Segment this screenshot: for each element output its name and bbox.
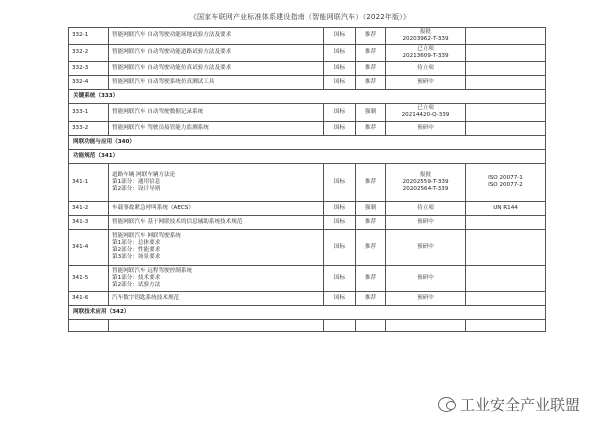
blank-cell <box>356 319 386 331</box>
standard-nature: 强制 <box>356 103 386 121</box>
standard-status: 预研中 <box>386 291 466 305</box>
standard-name: 智能网联汽车 自动驾驶功能场地试验方法及要求 <box>109 28 324 45</box>
standard-type: 国标 <box>324 44 356 61</box>
standard-nature: 推荐 <box>356 229 386 265</box>
standard-type: 国标 <box>324 75 356 89</box>
section-label: 网联技术应用（342） <box>69 305 546 319</box>
standard-nature: 推荐 <box>356 121 386 135</box>
international-standard <box>466 229 546 265</box>
section-row <box>69 305 546 319</box>
section-label: 功能规范（341） <box>69 149 546 163</box>
standard-type: 国标 <box>324 121 356 135</box>
table-row <box>69 229 546 265</box>
standard-status: 已立项 20214420-Q-339 <box>386 103 466 121</box>
standard-status: 预研中 <box>386 215 466 229</box>
standard-number: 341-5 <box>69 265 109 291</box>
international-standard <box>466 121 546 135</box>
standard-number: 341-2 <box>69 201 109 215</box>
standard-nature: 推荐 <box>356 28 386 45</box>
standard-name: 车载事故紧急呼叫系统（AECS） <box>109 201 324 215</box>
blank-cell <box>386 319 466 331</box>
table-row <box>69 44 546 61</box>
standard-status: 报批 20202559-T-339 20202564-T-339 <box>386 163 466 201</box>
standard-type: 国标 <box>324 28 356 45</box>
standard-type: 国标 <box>324 103 356 121</box>
watermark <box>438 394 580 415</box>
standard-name: 智能网联汽车 基于网联技术的信息辅助系统技术规范 <box>109 215 324 229</box>
standard-name: 智能网联汽车 网联驾驶系统 第1部分：总体要求 第2部分：性能要求 第3部分：场景要求 <box>109 229 324 265</box>
section-label: 网联功能与应用（340） <box>69 135 546 149</box>
standard-status: 报批 20203962-T-339 <box>386 28 466 45</box>
standard-status: 预研中 <box>386 75 466 89</box>
watermark-text: 工业安全产业联盟 <box>459 396 580 414</box>
standard-nature: 推荐 <box>356 61 386 75</box>
standard-type: 国标 <box>324 61 356 75</box>
standard-number: 341-4 <box>69 229 109 265</box>
international-standard <box>466 61 546 75</box>
section-row <box>69 149 546 163</box>
table-row <box>69 201 546 215</box>
standard-name: 智能网联汽车 自动驾驶功能道路试验方法及要求 <box>109 44 324 61</box>
section-row <box>69 135 546 149</box>
standard-status: 预研中 <box>386 229 466 265</box>
section-row <box>69 89 546 103</box>
standard-number: 341-3 <box>69 215 109 229</box>
standard-type: 国标 <box>324 229 356 265</box>
standard-status: 待立项 <box>386 201 466 215</box>
standard-nature: 推荐 <box>356 265 386 291</box>
standard-name: 道路车辆 网联车辆方法论 第1部分：通用信息 第2部分：设计导则 <box>109 163 324 201</box>
standard-status: 预研中 <box>386 265 466 291</box>
international-standard: ISO 20077-1 ISO 20077-2 <box>466 163 546 201</box>
international-standard: UN R144 <box>466 201 546 215</box>
table-row <box>69 215 546 229</box>
standard-number: 333-1 <box>69 103 109 121</box>
blank-cell <box>466 319 546 331</box>
standard-nature: 强制 <box>356 201 386 215</box>
international-standard <box>466 44 546 61</box>
section-label: 关键系统（333） <box>69 89 546 103</box>
standard-name: 智能网联汽车 自动驾驶系统仿真测试工具 <box>109 75 324 89</box>
blank-cell <box>69 319 109 331</box>
standard-name: 智能网联汽车 自动驾驶数据记录系统 <box>109 103 324 121</box>
international-standard <box>466 265 546 291</box>
international-standard <box>466 75 546 89</box>
table-row <box>69 265 546 291</box>
standard-type: 国标 <box>324 291 356 305</box>
page-header: 《国家车联网产业标准体系建设指南（智能网联汽车）（2022年版）》 <box>189 13 411 21</box>
table-row <box>69 291 546 305</box>
blank-row <box>69 319 546 331</box>
standard-number: 332-2 <box>69 44 109 61</box>
standard-status: 已立项 20213609-T-339 <box>386 44 466 61</box>
international-standard <box>466 215 546 229</box>
standard-name: 智能网联汽车 远程驾驶控制系统 第1部分：技术要求 第2部分：试验方法 <box>109 265 324 291</box>
standard-type: 国标 <box>324 215 356 229</box>
table-row <box>69 163 546 201</box>
standard-name: 智能网联汽车 驾驶员接管能力监测系统 <box>109 121 324 135</box>
standard-number: 341-6 <box>69 291 109 305</box>
international-standard <box>466 28 546 45</box>
standard-type: 国标 <box>324 265 356 291</box>
table-row <box>69 103 546 121</box>
standard-number: 333-2 <box>69 121 109 135</box>
standard-status: 待立项 <box>386 61 466 75</box>
standard-name: 汽车数字钥匙系统技术规范 <box>109 291 324 305</box>
international-standard <box>466 103 546 121</box>
standards-table <box>68 27 546 332</box>
standard-nature: 推荐 <box>356 163 386 201</box>
standard-nature: 推荐 <box>356 44 386 61</box>
table-row <box>69 28 546 45</box>
standard-number: 341-1 <box>69 163 109 201</box>
standard-number: 332-4 <box>69 75 109 89</box>
standard-nature: 推荐 <box>356 75 386 89</box>
standard-nature: 推荐 <box>356 215 386 229</box>
standard-number: 332-3 <box>69 61 109 75</box>
standard-nature: 推荐 <box>356 291 386 305</box>
standard-name: 智能网联汽车 自动驾驶功能仿真试验方法及要求 <box>109 61 324 75</box>
wechat-icon <box>438 397 455 412</box>
table-row <box>69 121 546 135</box>
international-standard <box>466 291 546 305</box>
standard-status: 预研中 <box>386 121 466 135</box>
standard-type: 国标 <box>324 163 356 201</box>
table-row <box>69 75 546 89</box>
table-row <box>69 61 546 75</box>
standard-type: 国标 <box>324 201 356 215</box>
blank-cell <box>109 319 324 331</box>
blank-cell <box>324 319 356 331</box>
standard-number: 332-1 <box>69 28 109 45</box>
